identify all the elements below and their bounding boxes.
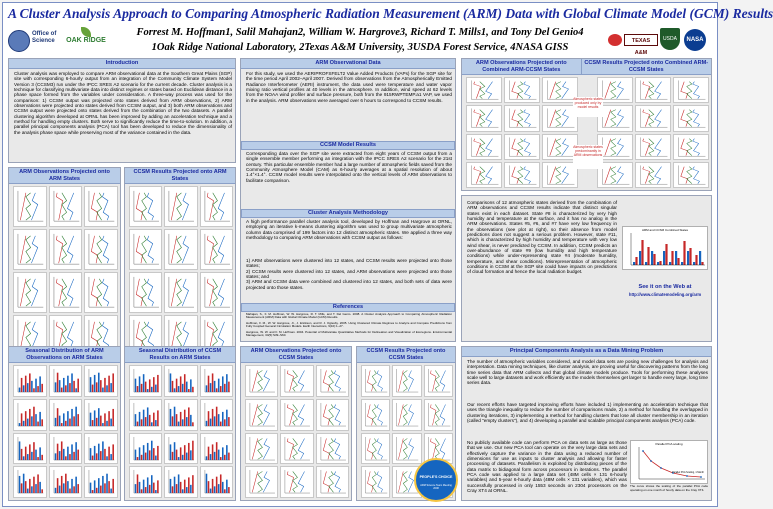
state-thumbnail-plot — [13, 466, 47, 498]
state-thumbnail-plot — [635, 134, 671, 160]
combined-states-panel — [461, 58, 712, 191]
state-thumbnail-plot — [361, 466, 390, 498]
arm-data-title: ARM Observational Data — [241, 59, 455, 69]
state-frequency-bar — [669, 262, 671, 265]
ccsm-on-combined-title: CCSM Results Projected onto Combined ARM-CCSM States — [582, 59, 711, 75]
state-thumbnail-plot — [49, 399, 83, 431]
state-thumbnail-plot — [129, 433, 162, 465]
state-frequency-bar — [633, 262, 635, 265]
state-thumbnail-plot — [13, 229, 47, 270]
arm-on-ccsm-panel — [240, 346, 352, 501]
introduction-panel — [8, 58, 236, 163]
pca-chart-title: Parallel PCA scaling — [655, 442, 683, 446]
state-frequency-bar — [645, 262, 647, 265]
state-thumbnail-plot — [129, 272, 162, 313]
state-thumbnail-plot — [200, 272, 233, 313]
texas-am-logo: TEXAS A&M — [624, 34, 658, 46]
state-thumbnail-plot — [200, 186, 233, 227]
state-thumbnail-plot — [84, 399, 118, 431]
state-thumbnail-plot — [361, 399, 390, 431]
state-thumbnail-plot — [392, 399, 421, 431]
state-thumbnail-plot — [13, 186, 47, 227]
methodology-steps: 1) ARM observations were clustered into 12 states, and CCSM results were projected onto those states; 2) CCSM results were clustered into 12 states, and ARM observations were projected onto those states; and 3) ARM and CCSM data were combined and clustered into 12 states, and both sets of data were projected onto those states. — [246, 258, 452, 290]
reference-item: Hoffman, F. M., W. W. Hargrove, Jr., J. Erickson, and R. J. Oglesby. 2005. Using Clustered Climate Regimes to Analyze and Compare Predictions from Fully Coupled General Circulation Models. Earth Interactions, 9(10):1–27. — [246, 321, 452, 329]
arm-on-arm-plot-grid — [13, 186, 118, 356]
ccsm-results-title: CCSM Model Results — [241, 141, 455, 150]
state-thumbnail-plot — [13, 399, 47, 431]
state-thumbnail-plot — [200, 229, 233, 270]
state-frequency-bar — [699, 251, 701, 265]
state-thumbnail-plot — [673, 105, 709, 131]
state-thumbnail-plot — [129, 229, 162, 270]
state-frequency-bar — [675, 251, 677, 265]
state-thumbnail-plot — [200, 365, 233, 397]
seasonal-arm-title: Seasonal Distribution of ARM Observations on ARM States — [9, 347, 120, 363]
state-thumbnail-plot — [280, 365, 313, 397]
state-thumbnail-plot — [200, 399, 233, 431]
state-frequency-bar — [693, 262, 695, 265]
state-frequency-bar — [695, 255, 697, 265]
doe-seal-logo — [8, 30, 30, 52]
ccsm-on-arm-plot-grid — [129, 186, 233, 356]
state-thumbnail-plot — [84, 433, 118, 465]
reference-item: Hargrove, W. W. and F. M. Hoffman. 2004. Potential of Multivariate Quantitative Methods for Delineation and Visualization of Ecoregions. Environmental Management, 34(5):S39–S60. — [246, 330, 452, 338]
state-frequency-bar — [647, 247, 649, 265]
middle-column-panel — [240, 58, 456, 342]
state-frequency-bar — [639, 251, 641, 265]
arm-on-combined-plot-grid — [466, 77, 578, 188]
state-thumbnail-plot — [49, 186, 83, 227]
state-thumbnail-plot — [164, 229, 197, 270]
affiliation-list: 1Oak Ridge National Laboratory, 2Texas A&M University, 3USDA Forest Service, 4NASA GISS — [151, 42, 569, 53]
pca-text-3: No publicly available code can perform PCA on data sets as large as those that we use. Our new PCA tool can operate on the very large data sets and effectively capture the variance in the data using a reduced number of dimensions for use as inputs to cluster analysis and allowing for faster processing of datasets. Parallelism is exploited by distributing pieces of the data matrix to bidiagonal form across processors in iterations. The parallel PCA code was applied to a large data set (48M cells × 131 6-hourly variables) and 5-year 6-hourly data (48M cells × 131 variables), which was successfully processed in only 1553 seconds on 2304 processors on the Cray XT4 at ORNL. — [467, 440, 627, 494]
state-thumbnail-plot — [504, 77, 540, 103]
pca-text-2: Our recent efforts have targeted improving efforts have included 1) implementing an acceleration technique that uses the triangle inequality to reduce the number of comparisons made, 2) a method for handling the overlapped in clustering iterations, 3) implementing a method for handling clusters that lose all cluster membership in an iteration (called "empty clusters"), and 4) developing a parallel and scalable principal components analysis (PCA) code. — [467, 402, 708, 424]
state-thumbnail-plot — [424, 365, 453, 397]
bar-chart-title: ARM and CCSM Combined States — [641, 228, 689, 232]
model-only-annotation: Atmospheric states produced only by model results — [573, 97, 603, 117]
state-thumbnail-plot — [316, 466, 349, 498]
reference-item: Mahajan, S., F. M. Hoffman, W. W. Hargrove, R. T. Mills, and T. Del Genio. 2008. A Cluster Analysis Approach to Comparing Atmospheric Radiation Measurement (ARM) Data with Global Climate Model (GCM) Results. — [246, 312, 452, 320]
state-thumbnail-plot — [673, 134, 709, 160]
state-thumbnail-plot — [164, 272, 197, 313]
state-thumbnail-plot — [316, 399, 349, 431]
state-thumbnail-plot — [49, 433, 83, 465]
state-thumbnail-plot — [504, 134, 540, 160]
state-frequency-bar — [681, 262, 683, 265]
state-thumbnail-plot — [164, 466, 197, 498]
pca-title: Principal Components Analysis as a Data Mining Problem — [462, 347, 711, 357]
state-thumbnail-plot — [164, 186, 197, 227]
comparison-text: Comparisons of 12 atmospheric states derived from the combination of ARM observations and CCSM results indicate that distinct singular states exist in each dataset. State #8 is characterized by very high humidity and temperature at the surface, and it has no analog in the ARM observations. States #5, #6, and #7 have very low frequency in the observations (see plot at right), so their absence from model predictions does not suggest a serious problem. However, state #11, which is characterized by high humidity and temperature with very low wind shear, is never predicted by CCSM. In addition, CCSM predicts an over-abundance of state #9 (low humidity and high temperature conditions) while under-representing state #4 (moderate humidity, temperature, and shear conditions). Misrepresentation of atmospheric conditions in CCSM at the SGP site could have impacts on predictions of cloud formation and hence the local radiation budget. — [467, 200, 617, 275]
state-thumbnail-plot — [200, 466, 233, 498]
state-frequency-bar — [653, 254, 655, 265]
state-thumbnail-plot — [361, 433, 390, 465]
pca-chart-caption: The curve shows the scaling of the parallel PCA code operating on one month of hourly data on the Cray XT4. — [630, 484, 708, 492]
state-thumbnail-plot — [13, 272, 47, 313]
state-thumbnail-plot — [466, 77, 502, 103]
state-thumbnail-plot — [164, 399, 197, 431]
seasonal-arm-panel — [8, 346, 121, 501]
state-thumbnail-plot — [392, 365, 421, 397]
state-thumbnail-plot — [164, 365, 197, 397]
state-thumbnail-plot — [280, 433, 313, 465]
arm-on-arm-panel — [8, 167, 121, 359]
state-thumbnail-plot — [84, 365, 118, 397]
state-frequency-bar — [689, 248, 691, 265]
state-thumbnail-plot — [504, 162, 540, 188]
methodology-title: Cluster Analysis Methodology — [241, 209, 455, 218]
state-frequency-bar — [665, 244, 667, 265]
state-thumbnail-plot — [129, 186, 162, 227]
state-thumbnail-plot — [84, 229, 118, 270]
pca-scaling-chart — [630, 440, 708, 484]
state-thumbnail-plot — [13, 433, 47, 465]
state-thumbnail-plot — [84, 272, 118, 313]
state-frequency-bar — [671, 251, 673, 265]
ccsm-on-ccsm-title: CCSM Results Projected onto CCSM States — [357, 347, 455, 363]
state-thumbnail-plot — [13, 365, 47, 397]
state-thumbnail-plot — [424, 399, 453, 431]
state-thumbnail-plot — [49, 365, 83, 397]
state-thumbnail-plot — [245, 399, 278, 431]
references-title: References — [241, 303, 455, 312]
arm-only-annotation: Atmospheric states predominantly in ARM observations — [573, 145, 603, 169]
state-thumbnail-plot — [635, 162, 671, 188]
arm-on-ccsm-title: ARM Observations Projected onto CCSM States — [241, 347, 351, 363]
state-thumbnail-plot — [673, 77, 709, 103]
ccsm-on-combined-plot-grid — [597, 77, 709, 188]
state-thumbnail-plot — [635, 77, 671, 103]
introduction-title: Introduction — [9, 59, 235, 69]
author-list: Forrest M. Hoffman1, Salil Mahajan2, William W. Hargrove3, Richard T. Mills1, and Tony Del Genio4 — [136, 27, 584, 38]
state-thumbnail-plot — [466, 162, 502, 188]
forest-service-logo: USDA — [660, 28, 680, 50]
state-thumbnail-plot — [504, 105, 540, 131]
state-frequency-bar — [651, 251, 653, 265]
state-thumbnail-plot — [280, 399, 313, 431]
arm-on-combined-title: ARM Observations Projected onto Combined ARM-CCSM States — [462, 59, 582, 75]
state-frequency-bar — [677, 258, 679, 265]
methodology-text: A high performance parallel cluster analysis tool, developed by Hoffman and Hargrove at ORNL, employing an iterative k-means clustering algorithm was used to group multivariate atmospheric column data comprised of 199 factors into 12 distinct atmospheric states. We applied a three way methodology to comparing ARM observations with CCSM output as follows: — [246, 219, 452, 241]
ccsm-on-arm-panel — [124, 167, 236, 359]
state-thumbnail-plot — [200, 433, 233, 465]
comparison-panel — [461, 195, 712, 342]
ccsm-on-arm-title: CCSM Results Projected onto ARM States — [125, 168, 235, 184]
state-thumbnail-plot — [316, 365, 349, 397]
state-thumbnail-plot — [361, 365, 390, 397]
state-thumbnail-plot — [84, 466, 118, 498]
state-frequency-bar — [687, 251, 689, 265]
seasonal-ccsm-panel — [124, 346, 236, 501]
oak-ridge-logo: OAK RIDGE — [66, 27, 106, 53]
state-thumbnail-plot — [49, 466, 83, 498]
state-thumbnail-plot — [466, 105, 502, 131]
pca-panel — [461, 346, 712, 501]
state-frequency-bar — [641, 240, 643, 265]
state-thumbnail-plot — [245, 365, 278, 397]
state-frequency-bar — [635, 257, 637, 265]
state-frequency-bar — [663, 251, 665, 265]
state-frequency-bar — [683, 241, 685, 265]
pca-text-1: The number of atmospheric variables considered, and model data sets are posing new challenges for analysis and interpretation. Data mining techniques, like cluster analysis, are proving useful for discovering patterns from the long time series data that ARM collects and that global climate models produce. Tools for performing these analyses scale well to large datasets and work efficiently as the models themselves get larger to handle every large, long time series data. — [467, 359, 708, 386]
state-frequency-bar-chart — [622, 226, 708, 270]
state-thumbnail-plot — [245, 433, 278, 465]
state-thumbnail-plot — [129, 399, 162, 431]
state-thumbnail-plot — [635, 105, 671, 131]
seasonal-arm-plot-grid — [13, 365, 118, 498]
state-thumbnail-plot — [466, 134, 502, 160]
seasonal-ccsm-plot-grid — [129, 365, 233, 498]
state-frequency-bar — [657, 262, 659, 265]
state-thumbnail-plot — [392, 433, 421, 465]
introduction-text: Cluster analysis was employed to compare ARM observational data at the Southern Great Plains (SGP) site with corresponding 6-hourly output from an integration of the Community Climate System Model Version 3 (CCSM3) run under the IPCC SRES A2 scenario for the current decade. Cluster analysis is a technique for classifying multivariate data into distinct regimes or states based on Euclidean distance in a phase space formed from the variables under consideration. A three-way process was used for the comparison: 1) CCSM output was projected onto states derived from ARM observations, 2) ARM observations were projected onto states derived from CCSM output, and 3) both ARM observations and CCSM output were projected onto states derived from the combination of the two datasets. A parallel clustering algorithm developed at ORNL has been improved by adding an acceleration technique and a method for handling empty clusters. Both serve to significantly reduce the time-to-solution. In addition, a parallel principal components analysis (PCA) tool has been developed to reduce the dimensionality of the analysis phase space while preserving most of the variance contained in the data. — [14, 71, 232, 135]
state-thumbnail-plot — [129, 466, 162, 498]
ccsm-results-text: Corresponding data over the SGP site were extracted from eight years of CCSM output from a single ensemble member performing an integration with the IPCC SRES A2 scenario for the 21st century. This particular ensemble member had a large number of atmospheric fields saved from the Community Atmosphere Model (CAM) as 6-hourly averages at a spatial resolution of about 1.4°×1.4°. CCSM model results were interpolated onto the vertical levels of ARM observations to facilitate comparison. — [246, 151, 452, 183]
pca-chart-legend: Parallel PCA Scaling, 1 Month — [672, 471, 704, 474]
poster-title: A Cluster Analysis Approach to Comparing Atmospheric Radiation Measurement (ARM) Data with Global Climate Model (GCM) Results — [8, 6, 773, 21]
office-of-science-logo: Office of Science — [32, 31, 57, 44]
web-link[interactable]: http://www.climatemodeling.org/arm — [628, 292, 702, 297]
web-label: See it on the Web at — [638, 284, 692, 290]
state-thumbnail-plot — [84, 186, 118, 227]
state-thumbnail-plot — [49, 272, 83, 313]
nasa-logo: NASA — [684, 29, 706, 51]
state-thumbnail-plot — [129, 365, 162, 397]
peoples-choice-badge: PEOPLE'S CHOICE ARM Science Team Meeting 2008 — [414, 458, 458, 502]
state-thumbnail-plot — [316, 433, 349, 465]
arm-on-ccsm-plot-grid — [245, 365, 349, 498]
state-thumbnail-plot — [673, 162, 709, 188]
sgi-logo — [608, 34, 622, 46]
arm-data-text: For this study, we used the AERIPROFSFELT2 Value Added Products (VAPs) for the SGP site for the time period April 2002–April 2007. Derived from observations from the Atmospherically Emitted Radiance Interferometer (AERI) instrument, the data used were temperature and water vapor mixing ratio vertical profiles at 40 levels in the atmosphere. In addition, wind speed at 62 levels from the NOAA wind profiler and surface pressure, both from the 915RWPTEMP.a1 VAP, we used in the analysis. ARM observations were averaged over 6 hours to correspond to CCSM results. — [246, 71, 452, 103]
state-thumbnail-plot — [164, 433, 197, 465]
state-frequency-bar — [701, 262, 703, 265]
state-thumbnail-plot — [49, 229, 83, 270]
state-frequency-bar — [659, 261, 661, 265]
state-thumbnail-plot — [280, 466, 313, 498]
seasonal-ccsm-title: Seasonal Distribution of CCSM Results on ARM States — [125, 347, 235, 363]
arm-on-arm-title: ARM Observations Projected onto ARM States — [9, 168, 120, 184]
state-thumbnail-plot — [245, 466, 278, 498]
